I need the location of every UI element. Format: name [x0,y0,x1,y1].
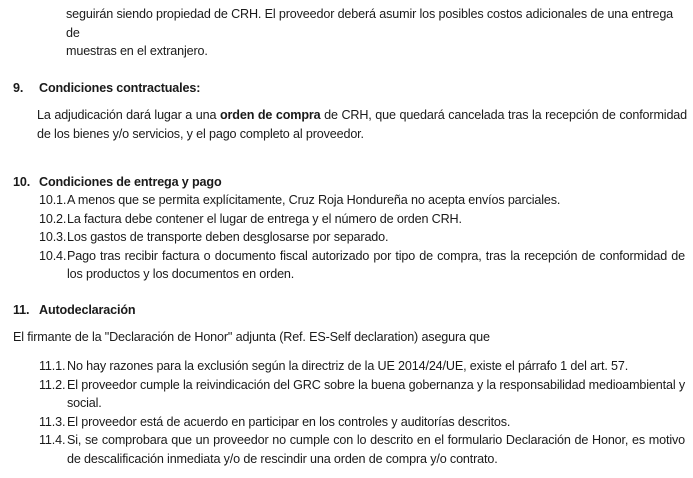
item-number: 10.4. [39,248,67,263]
section-10-list [39,191,685,284]
item-number: 10.1. [39,193,67,207]
intro-line-1: seguirán siendo propiedad de CRH. El proveedor deberá asumir los posibles costos adicionales de una entrega de [66,7,674,40]
section-10-number: 10. [13,175,31,189]
item-text: Pago tras recibir factura o documento fiscal autorizado por tipo de compra, tras la recepción de conformidad de los productos y los documentos en orden. [67,248,685,281]
item-text: Si, se comprobara que un proveedor no cumple con lo descrito en el formulario Declaración de Honor, es motivo de descalificación inmediata y/o de rescindir una orden de compra y/o contrato. [67,433,685,466]
section-9-text-end: de CRH, que quedará cancelada tras la recepción de conformidad de los bienes y/o servicios, y el pago completo al proveedor. [37,108,688,141]
section-11-number: 11. [13,303,30,317]
item-number: 11.3. [39,414,66,429]
item-text: La factura debe contener el lugar de entrega y el número de orden CRH. [67,211,462,226]
item-number: 10.2. [39,211,67,226]
item-number: 10.3. [39,230,67,244]
section-11-heading [13,301,693,320]
item-number: 11.2. [39,377,66,392]
section-11-list [39,357,685,468]
section-10-heading [13,173,693,192]
item-text: No hay razones para la exclusión según la directriz de la UE 2014/24/UE, existe el párrafo 1 del art. 57. [67,359,629,373]
list-item [39,228,685,247]
section-11-title: Autodeclaración [39,303,136,317]
item-text: A menos que se permita explícitamente, Cruz Roja Hondureña no acepta envíos parciales. [67,193,561,207]
list-item [39,413,685,432]
section-9-text-start: La adjudicación dará lugar a una [37,108,220,122]
item-text: El proveedor cumple la reivindicación del GRC sobre la buena gobernanza y la responsabilidad medioambiental y social. [67,377,685,410]
item-text: Los gastos de transporte deben desglosarse por separado. [67,230,389,244]
intro-paragraph [66,5,683,61]
section-9-title: Condiciones contractuales: [39,81,201,95]
list-item [39,191,685,210]
section-9-paragraph [37,106,687,143]
section-11-intro: El firmante de la "Declaración de Honor" adjunta (Ref. ES-Self declaration) asegura que [13,330,490,344]
list-item [39,210,685,229]
list-item [39,431,685,468]
list-item [39,247,685,284]
section-10-title: Condiciones de entrega y pago [39,175,222,189]
item-number: 11.4. [39,433,66,447]
item-text: El proveedor está de acuerdo en participar en los controles y auditorías descritos. [67,414,511,429]
list-item [39,376,685,413]
item-number: 11.1. [39,359,66,373]
section-9-number: 9. [13,81,24,95]
list-item [39,357,685,376]
section-9-bold-term: orden de compra [220,108,321,122]
section-9-heading [13,79,693,98]
intro-line-2: muestras en el extranjero. [66,44,208,58]
